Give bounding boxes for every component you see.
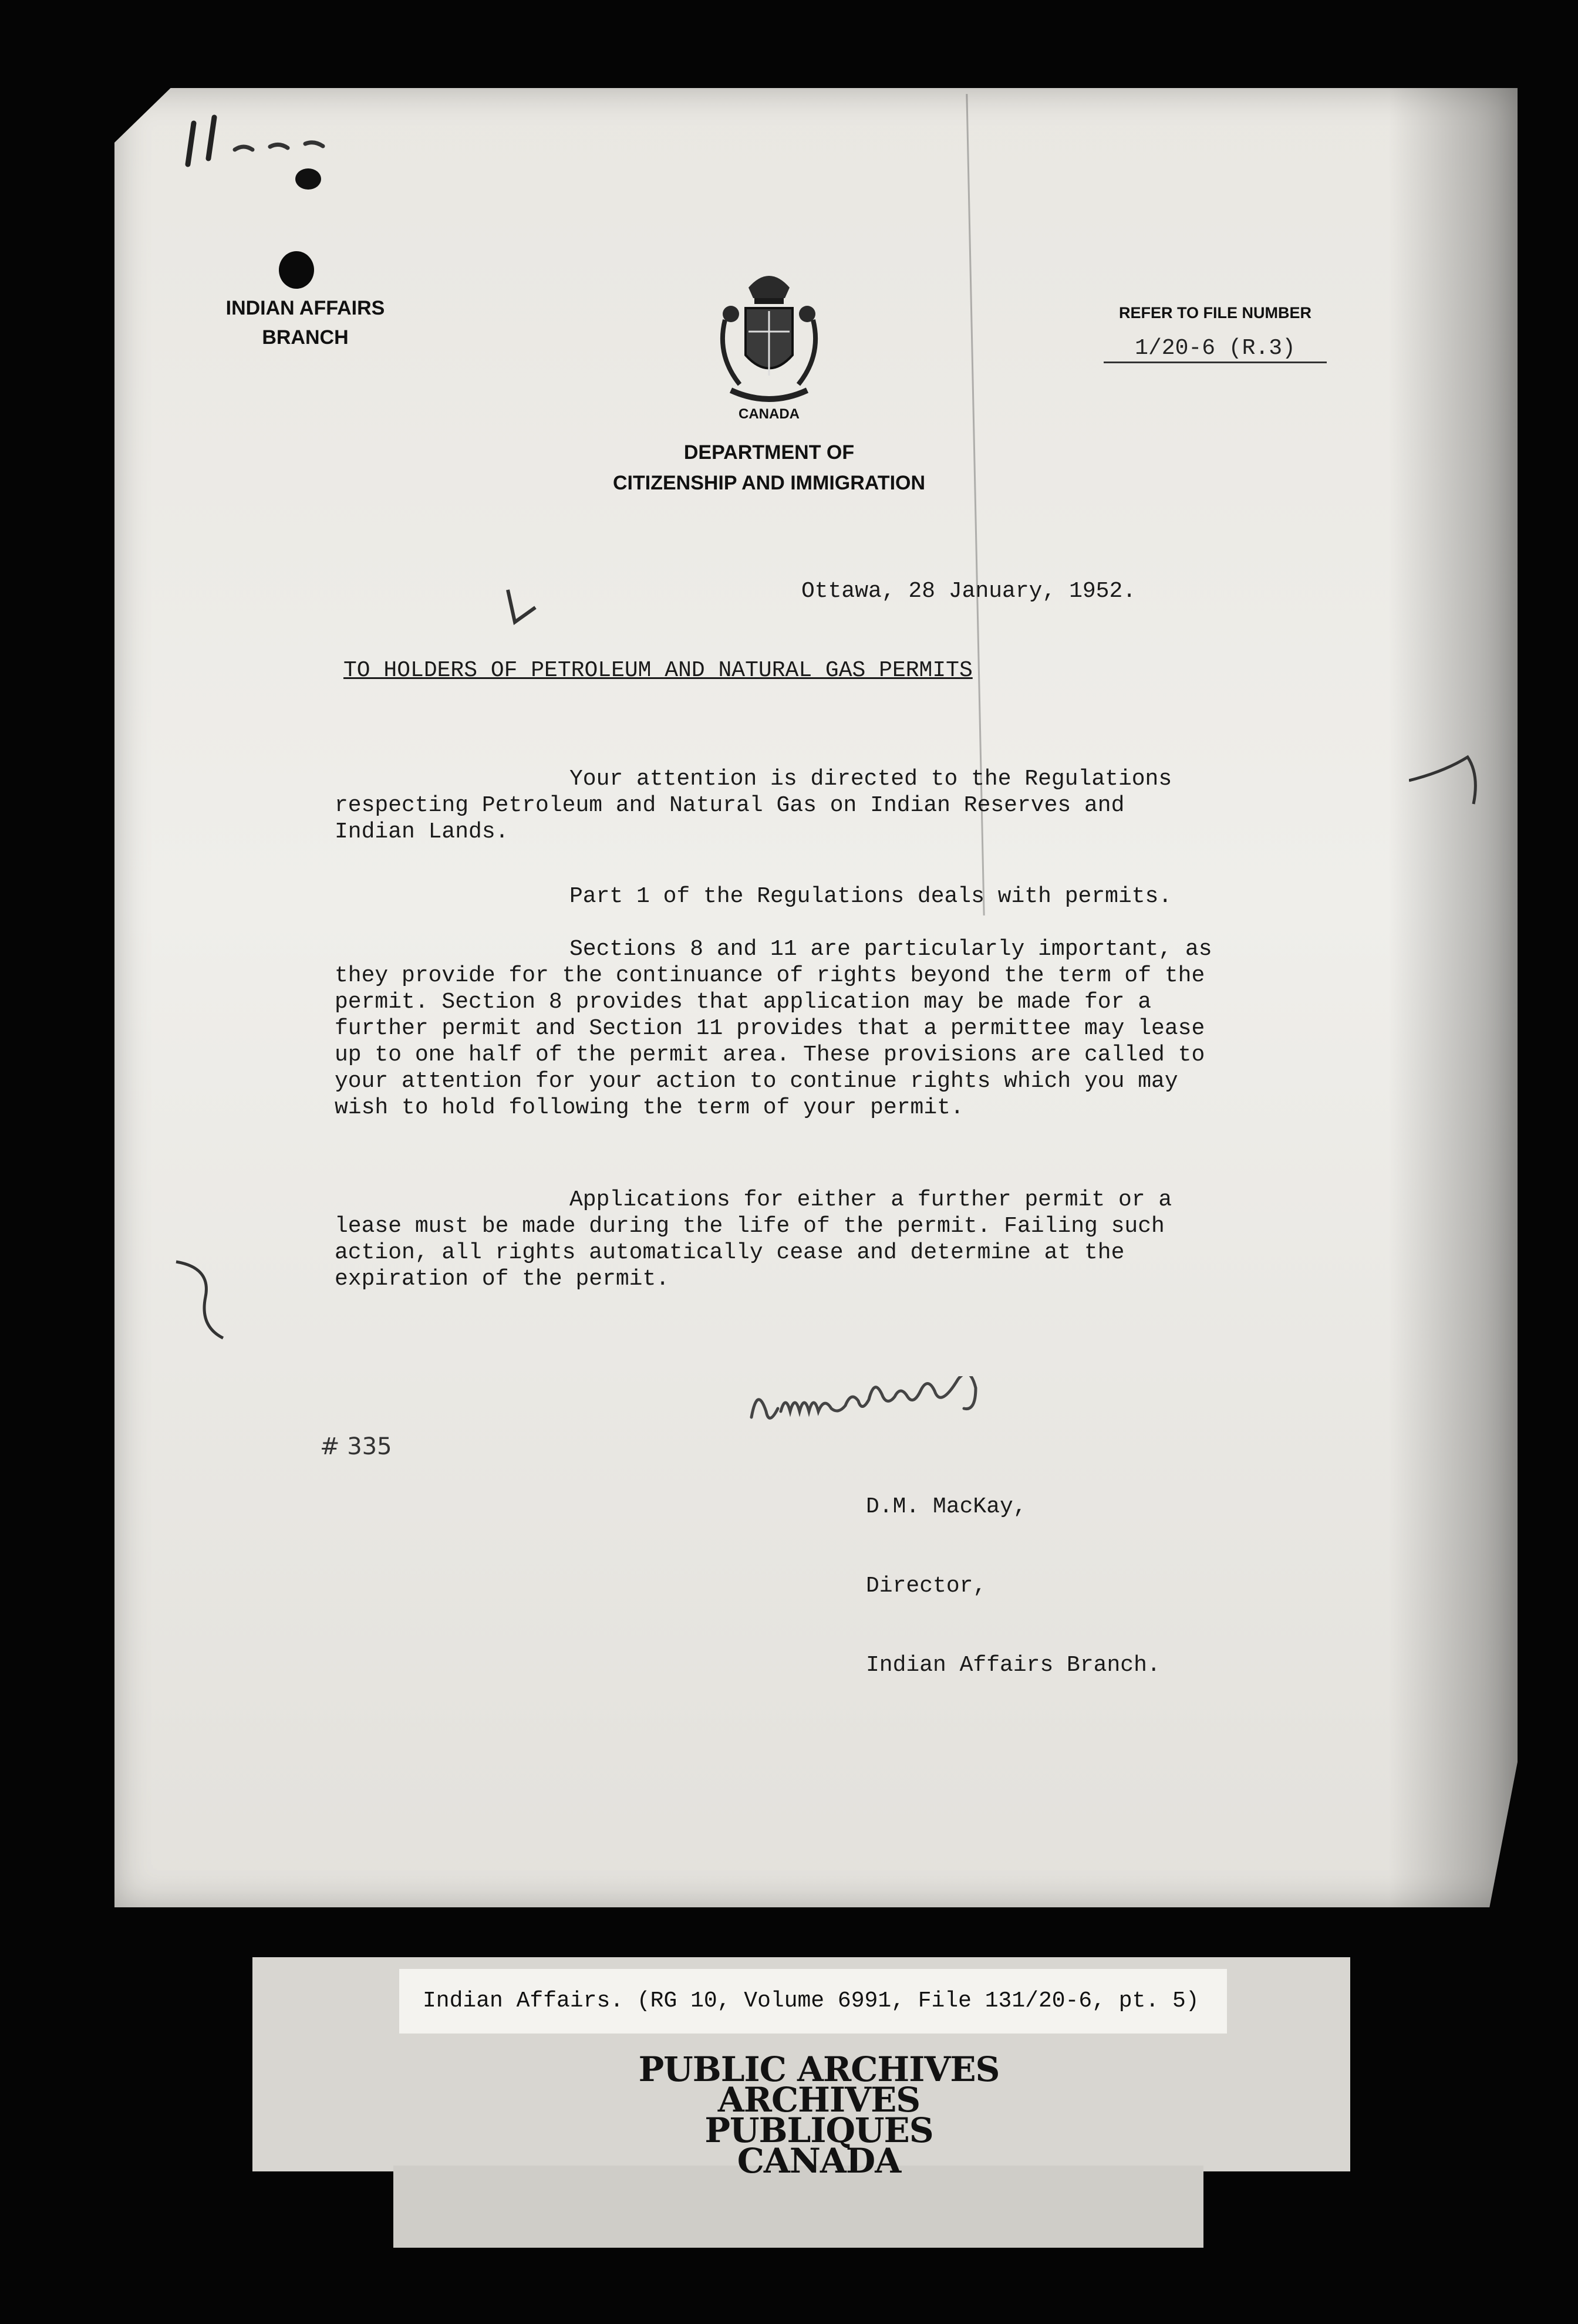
stamp-line-3: CANADA <box>737 2141 901 2181</box>
department-line-1: DEPARTMENT OF <box>683 441 855 464</box>
stamp-line-1: PUBLIC ARCHIVES <box>638 2049 1000 2089</box>
signer-branch: Indian Affairs Branch. <box>866 1653 1161 1678</box>
country-label: CANADA <box>739 406 800 422</box>
stamp-line-2: ARCHIVES PUBLIQUES <box>704 2080 933 2150</box>
file-number: 1/20-6 (R.3) <box>1104 336 1327 363</box>
paragraph-1-text: Your attention is directed to the Regulations respecting Petroleum and Natural Gas on Indian Reserves and Indian Lands. <box>335 766 1172 845</box>
signature-block <box>866 1441 1161 1731</box>
archive-stamp <box>605 2049 1033 2181</box>
paragraph-4 <box>335 1187 1215 1292</box>
branch-line-1: INDIAN AFFAIRS <box>225 297 385 319</box>
paragraph-3 <box>335 936 1215 1121</box>
paragraph-2-text: Part 1 of the Regulations deals with permits. <box>569 884 1172 909</box>
paragraph-3-text: Sections 8 and 11 are particularly important, as they provide for the continuance of rights beyond the term of the permit. Section 8 provides that application may be made for a further permit and Section 11 provides that a permittee may lease up to one half of the permit area. These provisions are called to your attention for your action to continue rights which you may wish to hold following the term of your permit. <box>335 937 1212 1120</box>
department-name <box>587 437 951 498</box>
handwritten-signature <box>740 1376 1162 1441</box>
right-edge-mark <box>1409 751 1497 822</box>
department-line-2: CITIZENSHIP AND IMMIGRATION <box>612 472 926 494</box>
canada-coat-of-arms-icon <box>713 264 825 411</box>
margin-pencil-mark <box>164 1250 235 1344</box>
punch-hole <box>276 249 317 290</box>
branch-line-2: BRANCH <box>262 326 349 349</box>
branch-name <box>194 293 417 352</box>
paragraph-4-text: Applications for either a further permit or a lease must be made during the life of the permit. Failing such action, all rights automatically cease and determine at the expiration of the permit. <box>335 1187 1172 1292</box>
paragraph-1 <box>335 766 1215 845</box>
checkmark <box>502 584 537 631</box>
signer-name: D.M. MacKay, <box>866 1494 1027 1519</box>
archive-reference: Indian Affairs. (RG 10, Volume 6991, File 131/20-6, pt. 5) <box>423 1988 1199 2014</box>
signer-title: Director, <box>866 1573 987 1599</box>
top-handwritten-mark <box>182 100 370 194</box>
file-number-label: REFER TO FILE NUMBER <box>1118 304 1311 322</box>
margin-note: # 335 <box>320 1433 392 1460</box>
paragraph-2 <box>335 883 1215 910</box>
letter-date: Ottawa, 28 January, 1952. <box>801 579 1137 604</box>
letter-heading: TO HOLDERS OF PETROLEUM AND NATURAL GAS PERMITS <box>343 658 973 683</box>
